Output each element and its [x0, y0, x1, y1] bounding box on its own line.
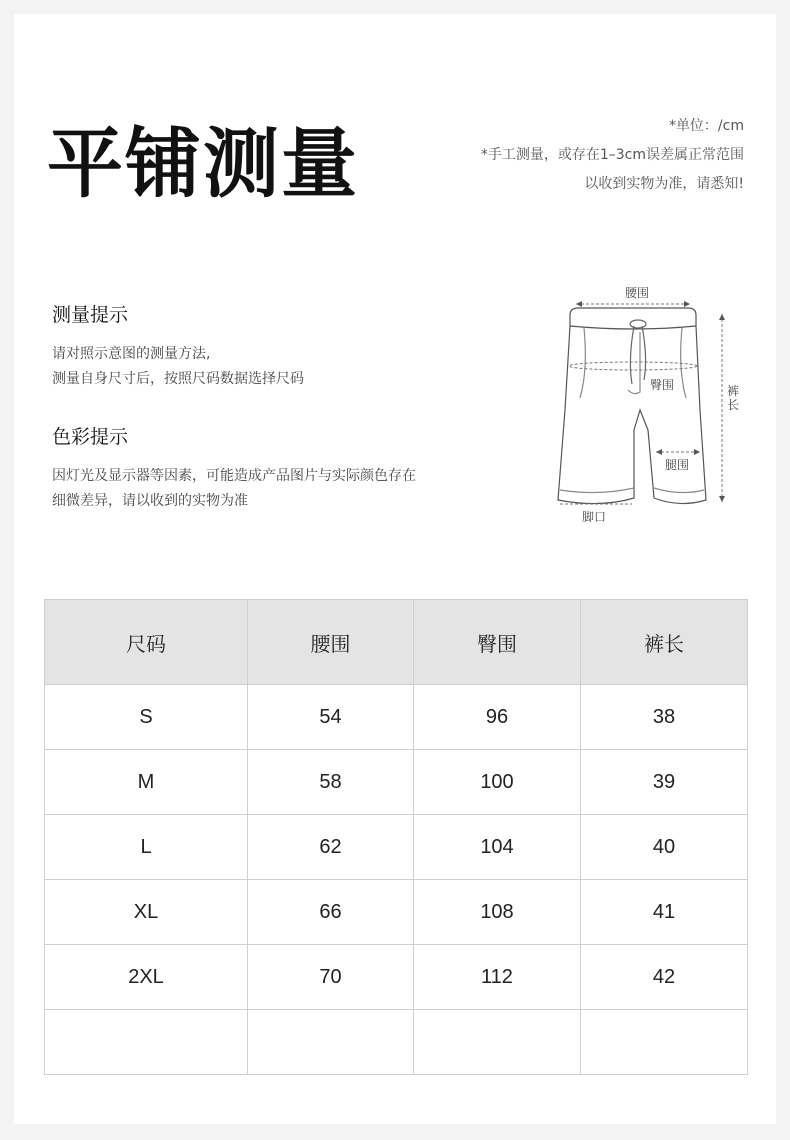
- cell-length: 38: [581, 685, 748, 750]
- header-size: 尺码: [45, 600, 248, 685]
- hip-label: 臀围: [650, 378, 675, 392]
- page-title: 平铺测量: [47, 119, 359, 208]
- cell-length: 42: [581, 945, 748, 1010]
- header-hip: 臀围: [414, 600, 581, 685]
- unit-note: *单位：/cm: [668, 118, 744, 134]
- cell-hip: 96: [414, 685, 581, 750]
- cell-size: M: [45, 750, 248, 815]
- table-row: [45, 750, 748, 815]
- cell-waist: 58: [248, 750, 414, 815]
- table-row: [45, 945, 748, 1010]
- cell-hip: 104: [414, 815, 581, 880]
- cell-waist: [248, 1010, 414, 1075]
- tips-section: [52, 302, 492, 514]
- shorts-outline-icon: [550, 280, 740, 530]
- cell-length: 40: [581, 815, 748, 880]
- measure-tip-heading: 测量提示: [52, 304, 129, 326]
- cell-waist: 70: [248, 945, 414, 1010]
- color-tip-line: 细微差异，请以收到的实物为准: [52, 493, 248, 509]
- table-row: [45, 880, 748, 945]
- hem-label: 脚口: [582, 510, 607, 524]
- error-note: *手工测量，或存在1–3cm误差属正常范围: [480, 147, 744, 163]
- measure-tip-line: 测量自身尺寸后，按照尺码数据选择尺码: [52, 371, 304, 387]
- cell-length: 39: [581, 750, 748, 815]
- cell-size: [45, 1010, 248, 1075]
- cell-waist: 54: [248, 685, 414, 750]
- waist-label: 腰围: [625, 286, 650, 300]
- cell-size: XL: [45, 880, 248, 945]
- cell-hip: 112: [414, 945, 581, 1010]
- cell-waist: 66: [248, 880, 414, 945]
- thigh-label: 腿围: [665, 458, 690, 472]
- cell-length: 41: [581, 880, 748, 945]
- confirm-note: 以收到实物为准，请悉知!: [584, 176, 744, 192]
- length-label: 裤长: [726, 384, 739, 412]
- color-tip-heading: 色彩提示: [52, 426, 129, 448]
- size-chart-page: [14, 14, 776, 1124]
- cell-size: L: [45, 815, 248, 880]
- measure-tip-line: 请对照示意图的测量方法,: [52, 346, 211, 362]
- cell-hip: [414, 1010, 581, 1075]
- cell-size: S: [45, 685, 248, 750]
- header-length: 裤长: [581, 600, 748, 685]
- cell-size: 2XL: [45, 945, 248, 1010]
- cell-hip: 100: [414, 750, 581, 815]
- table-row: [45, 1010, 748, 1075]
- table-row: [45, 815, 748, 880]
- table-row: [45, 685, 748, 750]
- cell-length: [581, 1010, 748, 1075]
- header-waist: 腰围: [248, 600, 414, 685]
- shorts-measurement-diagram: [550, 280, 740, 530]
- size-table: [44, 599, 748, 1075]
- measurement-notes: [481, 112, 744, 199]
- color-tip-line: 因灯光及显示器等因素，可能造成产品图片与实际颜色存在: [52, 468, 416, 484]
- cell-waist: 62: [248, 815, 414, 880]
- cell-hip: 108: [414, 880, 581, 945]
- size-table-header: [45, 600, 748, 685]
